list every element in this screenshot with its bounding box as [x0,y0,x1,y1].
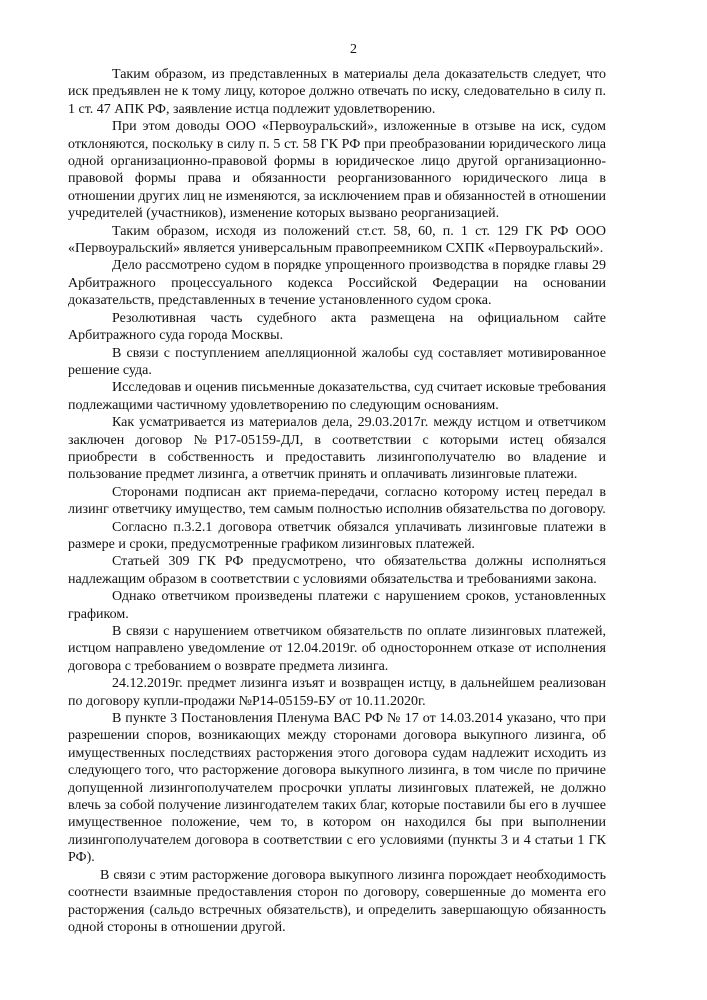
paragraph: Таким образом, исходя из положений ст.ст. 58, 60, п. 1 ст. 129 ГК РФ ООО «Первоуральский» является универсальным правопреемником СХПК «Первоуральский». [68,223,606,257]
paragraph: Как усматривается из материалов дела, 29.03.2017г. между истцом и ответчиком заключен договор №Р17-05159-ДЛ, в соответствии с которыми истец обязался приобрести в собственность и предоставить лизингополучателю во владение и пользование предмет лизинга, а ответчик принять и оплачивать лизинговые платежи. [68,415,606,483]
paragraph: 24.12.2019г. предмет лизинга изъят и возвращен истцу, в дальнейшем реализован по договору купли-продажи №Р14-05159-БУ от 10.11.2020г. [68,676,606,709]
paragraph: При этом доводы ООО «Первоуральский», изложенные в отзыве на иск, судом отклоняются, поскольку в силу п. 5 ст. 58 ГК РФ при преобразовании юридического лица одной организационно-правовой формы в юридическое лицо другой организационно-правовой формы права и обязанности реорганизованного юридического лица в отношении других лиц не изменяются, за исключением прав и обязанностей в отношении учредителей (участников), изменение которых вызвано реорганизацией. [68,119,606,222]
paragraph: В пункте 3 Постановления Пленума ВАС РФ № 17 от 14.03.2014 указано, что при разрешении споров, возникающих между сторонами договора выкупного лизинга, об имущественных последствиях расторжения этого договора судам надлежит исходить из следующего того, что расторжение договора выкупного лизинга, в том числе по причине допущенной лизингополучателем просрочки уплаты лизинговых платежей, не должно влечь за собой получение лизингодателем таких благ, которые поставили бы его в лучшее имущественное положение, чем то, в котором он находился бы при выполнении лизингополучателем договора в соответствии с его условиями (пункты 3 и 4 статьи 1 ГК РФ). [68,711,606,866]
document-body [68,66,606,936]
paragraph: Таким образом, из представленных в материалы дела доказательств следует, что иск предъявлен не к тому лицу, которое должно отвечать по иску, следовательно в силу п. 1 ст. 47 АПК РФ, заявление истца подлежит удовлетворению. [68,67,606,117]
paragraph: Дело рассмотрено судом в порядке упрощенного производства в порядке главы 29 Арбитражного процессуального кодекса Российской Федерации на основании доказательств, представленных в течение установленного судом срока. [68,258,606,309]
paragraph: В связи с этим расторжение договора выкупного лизинга порождает необходимость соотнести взаимные предоставления сторон по договору, совершенные до момента его расторжения (сальдо встречных обязательств), и определить завершающую обязанность одной стороны в отношении другой. [68,867,606,935]
paragraph: Исследовав и оценив письменные доказательства, суд считает исковые требования подлежащими частичному удовлетворению по следующим основаниям. [68,380,606,413]
page-number: 2 [350,42,357,57]
paragraph: В связи с поступлением апелляционной жалобы суд составляет мотивированное решение суда. [68,345,606,378]
paragraph: Сторонами подписан акт приема-передачи, согласно которому истец передал в лизинг ответчику имущество, тем самым полностью исполнив обязательства по договору. [68,484,606,518]
paragraph: В связи с нарушением ответчиком обязательств по оплате лизинговых платежей, истцом направлено уведомление от 12.04.2019г. об одностороннем отказе от исполнения договора с требованием о возврате предмета лизинга. [68,624,606,674]
paragraph: Резолютивная часть судебного акта размещена на официальном сайте Арбитражного суда города Москвы. [68,310,606,344]
paragraph: Статьей 309 ГК РФ предусмотрено, что обязательства должны исполняться надлежащим образом в соответствии с условиями обязательства и требованиями закона. [68,554,606,587]
paragraph: Однако ответчиком произведены платежи с нарушением сроков, установленных графиком. [68,589,606,622]
paragraph: Согласно п.3.2.1 договора ответчик обязался уплачивать лизинговые платежи в размере и сроки, предусмотренные графиком лизинговых платежей. [68,519,606,552]
